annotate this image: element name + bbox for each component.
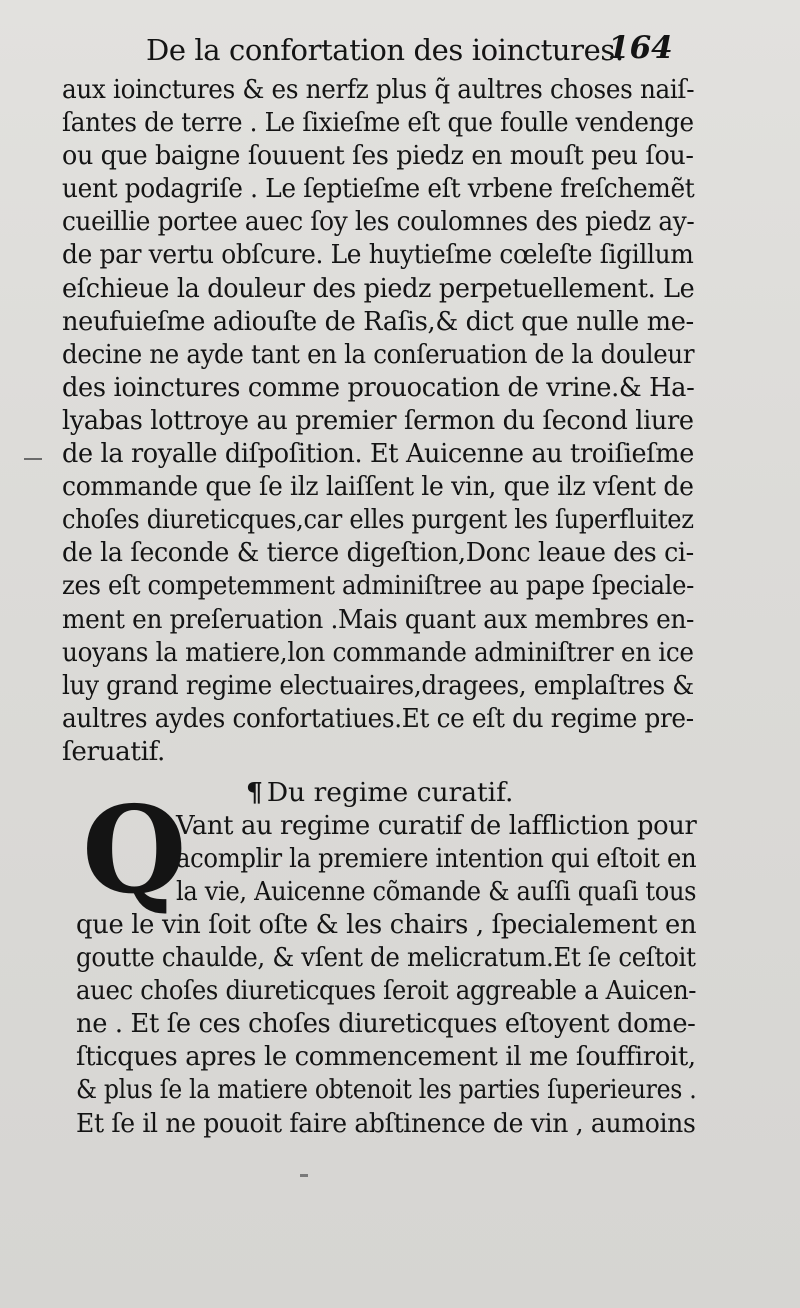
text-line: cueillie portee auec ſoy les coulomnes des piedz ay- bbox=[62, 207, 695, 238]
text-line: que le vin ſoit oſte & les chairs , ſpecialement en bbox=[76, 910, 697, 940]
text-line: choſes diureticques,car elles purgent les ſuperfluitez bbox=[62, 505, 694, 536]
text-line: auec choſes diureticques ſeroit aggreable a Auicen- bbox=[76, 976, 697, 1007]
section-heading-title: Du regime curatif. bbox=[266, 777, 514, 808]
text-line: lyabas lottroye au premier ſermon du ſecond liure bbox=[62, 405, 694, 436]
drop-cap-text-block bbox=[176, 810, 696, 909]
text-line: decine ne ayde tant en la conſeruation de la douleur bbox=[62, 339, 695, 370]
text-line: acomplir la premiere intention qui eſtoit en bbox=[176, 844, 697, 875]
curatif-text-block bbox=[76, 909, 696, 1141]
text-line: ſantes de terre . Le ſixieſme eſt que foulle vendenge bbox=[62, 108, 694, 139]
text-line: des ioinctures comme prouocation de vrine.& Ha- bbox=[62, 372, 695, 403]
text-line: aultres aydes confortatiues.Et ce eſt du regime pre- bbox=[62, 703, 694, 734]
text-line: eſchieue la douleur des piedz perpetuellement. Le bbox=[62, 273, 695, 304]
text-line: de la royalle diſpoſition. Et Auicenne au troiſieſme bbox=[62, 439, 694, 470]
text-line: ſeruatif. bbox=[62, 736, 166, 767]
pilcrow-icon: ¶ bbox=[246, 777, 263, 808]
section-heading bbox=[246, 774, 513, 812]
text-line: de par vertu obſcure. Le huytieſme cœleſte ſigillum bbox=[62, 240, 694, 271]
text-line: luy grand regime electuaires,dragees, emplaſtres & bbox=[62, 670, 694, 701]
marginal-mark bbox=[24, 458, 42, 460]
text-line: uoyans la matiere,lon commande adminiſtrer en ice bbox=[62, 637, 694, 668]
page-number: 164 bbox=[608, 30, 673, 66]
ink-speck bbox=[300, 1174, 308, 1177]
text-line: goutte chaulde, & vſent de melicratum.Et ſe ceſtoit bbox=[76, 943, 696, 974]
text-line: ou que baigne ſouuent ſes piedz en mouſt peu ſou- bbox=[62, 141, 694, 172]
text-line: ne . Et ſe ces choſes diureticques eſtoyent dome- bbox=[76, 1009, 696, 1040]
page-header bbox=[0, 26, 800, 76]
text-line: de la ſeconde & tierce digeſtion,Donc leaue des ci- bbox=[62, 538, 694, 569]
main-text-block bbox=[62, 74, 694, 769]
text-line: neufuieſme adiouſte de Raſis,& dict que nulle me- bbox=[62, 306, 694, 337]
text-line: uent podagriſe . Le ſeptieſme eſt vrbene freſchemẽt bbox=[62, 174, 695, 205]
text-line: zes eſt competemment adminiſtree au pape ſpeciale- bbox=[62, 571, 695, 602]
text-line: ſticques apres le commencement il me ſouffiroit, bbox=[76, 1042, 696, 1073]
text-line: aux ioinctures & es nerfz plus q̃ aultres choses naiſ- bbox=[62, 75, 695, 105]
text-line: la vie, Auicenne cõmande & auſſi quaſi tous bbox=[176, 877, 697, 908]
text-line: Vant au regime curatif de laffliction pour bbox=[176, 811, 697, 841]
running-title: De la confortation des ioinctures. bbox=[146, 33, 624, 67]
drop-cap-letter: Q bbox=[82, 780, 187, 921]
text-line: Et ſe il ne pouoit faire abſtinence de vin , aumoins bbox=[76, 1108, 696, 1139]
text-line: commande que ſe ilz laiſſent le vin, que ilz vſent de bbox=[62, 472, 694, 503]
text-line: ment en preſeruation .Mais quant aux membres en- bbox=[62, 604, 695, 635]
text-line: & plus ſe la matiere obtenoit les parties ſuperieures . bbox=[76, 1075, 697, 1106]
